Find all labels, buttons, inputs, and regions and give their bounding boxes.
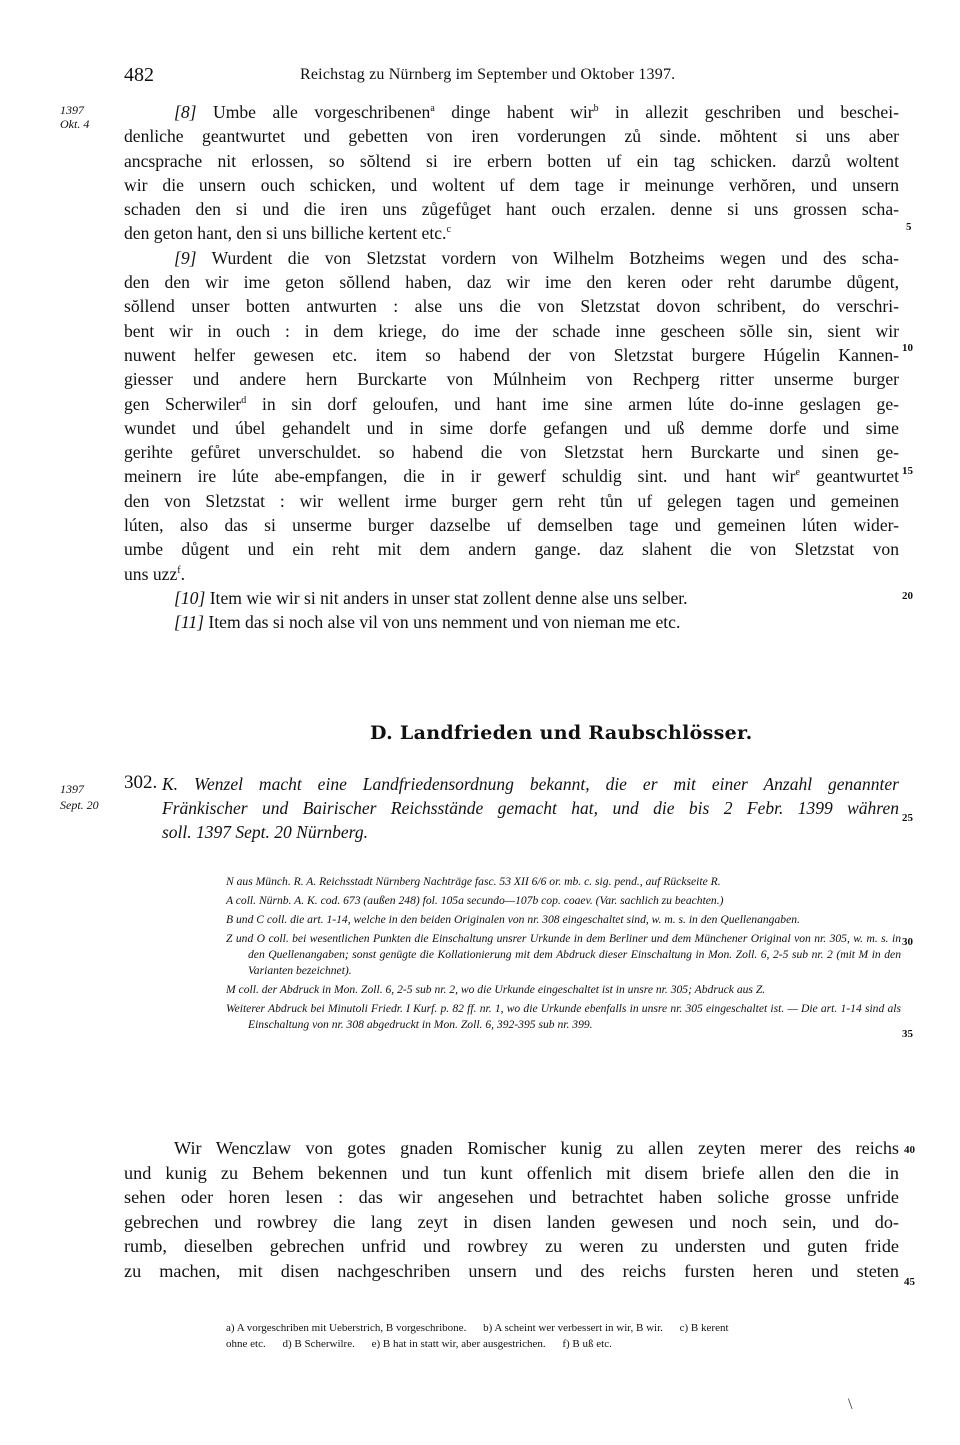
text-line: wundet und úbel gehandelt und in sime dorfe gefangen und uß demme dorfe und sime: [124, 417, 899, 438]
regest-summary: [162, 772, 899, 844]
text-line: sŏllend unser botten antwurten : alse uns die von Sletzstat dovon schribent, do verschri-: [124, 296, 899, 317]
regest-line: K. Wenzel macht eine Landfriedensordnung bekannt, die er mit einer Anzahl genannter: [162, 774, 899, 794]
source-entry: N aus Münch. R. A. Reichsstadt Nürnberg Nachträge fasc. 53 XII 6/6 or. mb. c. sig. pend., auf Rückseite R.: [226, 875, 721, 888]
page-number: 482: [124, 64, 154, 86]
text-line: denliche geantwurtet und gebetten von iren vorderungen zů sinde. mŏhtent si uns aber: [124, 126, 899, 147]
text-line: [10] Item wie wir si nit anders in unser stat zollent denne alse uns selber.: [174, 587, 688, 608]
document-number: 302.: [124, 772, 158, 793]
stray-pen-mark: \: [848, 1396, 853, 1413]
page-header: [124, 64, 904, 88]
line-number: 45: [904, 1276, 915, 1288]
text-line: gerihte gefůret unverschuldet. so habend die von Sletzstat hern Burckarte und sinen ge-: [124, 442, 899, 463]
text-line: uns uzz$^f$.: [124, 563, 186, 584]
paragraph-number: [8]: [174, 102, 197, 122]
text-line: [11] Item das si noch alse vil von uns nemment und von nieman me etc.: [174, 612, 681, 633]
line-number: 20: [902, 590, 913, 602]
source-entry: B und C coll. die art. 1-14, welche in den beiden Originalen von nr. 308 eingeschaltet sind, w. m. s. in den Quellenangaben.: [226, 913, 800, 927]
text-line: [8] Umbe alle vorgeschribenen$^a$ dinge habent wir$^b$ in allezit geschriben und beschei-: [174, 102, 899, 122]
text-line: bent wir in ouch : in dem kriege, do ime der schade inne gescheen sŏlle sin, sient wir: [124, 320, 899, 341]
text-line: gen Scherwiler$^d$ in sin dorf geloufen, und hant ime sine armen lúte do-inne geslagen ge-: [124, 393, 900, 414]
source-entry: Z und O coll. bei wesentlichen Punkten die Einschaltung unsrer Urkunde in dem Berliner und dem Münchener Original von nr. 305, w. m. s. in den Quellenangaben; sonst genügte die Kollationierung mit dem Abdruck dieser Einschaltung in Mon. Zoll. 6, 2-5 sub nr. 2 (mit M in den Varianten bezeichnet).: [226, 932, 901, 977]
text-line: den den wir ime geton sŏllend haben, daz wir ime den keren oder reht darumbe důgent,: [124, 272, 899, 293]
footnote: c) B kerent: [679, 1322, 729, 1334]
text-line: meinern ire lúte abe-empfangen, die in ir gewerf schuldig sint. und hant wir$^e$ geantwurtet: [124, 466, 899, 487]
text-line: umbe důgent und ein reht mit dem andern gange. daz slahent die von Sletzstat von: [124, 539, 899, 560]
footnote: e) B hat in statt wir, aber ausgestrichen.: [371, 1338, 546, 1350]
text-line: wir die unsern ouch schicken, und woltent uf dem tage ir meinunge verhŏren, und unsern: [124, 174, 899, 195]
text-line: [9] Wurdent die von Sletzstat vordern von Wilhelm Botzheims wegen und des scha-: [174, 247, 899, 268]
line-number: 30: [902, 936, 913, 948]
paragraph-number: [11]: [174, 612, 204, 633]
body-text-continuation: [124, 100, 899, 635]
footnote: b) A scheint wer verbessert in wir, B wir.: [483, 1322, 663, 1334]
regest-line: Fränkischer und Bairischer Reichsstände gemacht hat, und die bis 2 Febr. 1399 währen: [162, 798, 899, 818]
footnote: ohne etc.: [226, 1338, 266, 1350]
running-title: Reichstag zu Nürnberg im September und Oktober 1397.: [300, 66, 676, 83]
footnote-ref: b: [593, 103, 599, 114]
regest-line: soll. 1397 Sept. 20 Nürnberg.: [162, 822, 368, 842]
footnote-ref: f: [177, 564, 181, 576]
text-line: gebrechen und rowbrey die lang zeyt in disen landen gewesen und noch sein, und do-: [124, 1211, 899, 1232]
margin-date-day: Sept. 20: [60, 798, 99, 812]
text-line: ancsprache nit erlossen, so sŏltend si ire erbern botten uf ein tag schicken. darzů woltent: [124, 150, 899, 171]
source-notes: [226, 874, 901, 1036]
text-line: und kunig zu Behem bekennen und tun kunt offenlich mit disem briefe allen den die in: [124, 1162, 899, 1183]
text-line: nuwent helfer gewesen etc. item so habend der von Sletzstat burgere Húgelin Kannen-: [124, 344, 899, 365]
footnote-ref: d: [241, 394, 247, 406]
footnote: a) A vorgeschriben mit Ueberstrich, B vorgeschribone.: [226, 1322, 467, 1334]
source-entry: A coll. Nürnb. A. K. cod. 673 (außen 248) fol. 105a secundo—107b cop. coaev. (Var. sachlich zu beachten.): [226, 894, 724, 908]
text-line: zu machen, mit disen nachgeschriben unsern und des reichs fursten heren und steten: [124, 1260, 899, 1281]
footnote-ref: e: [795, 467, 800, 479]
paragraph-number: [10]: [174, 587, 206, 608]
line-number: 5: [906, 221, 912, 233]
line-number: 40: [904, 1144, 915, 1156]
margin-date-day: Okt. 4: [60, 117, 90, 131]
text-line: schaden den si und die iren uns zůgefůget hant ouch erzalen. denne si uns grossen scha-: [124, 199, 899, 220]
footnote-line: [226, 1336, 901, 1352]
margin-date-year: 1397: [60, 103, 84, 117]
text-line: sehen oder horen lesen : das wir angesehen und betrachtet haben soliche grosse unfride: [124, 1187, 899, 1207]
footnote-ref: c: [446, 224, 451, 236]
text-line: den von Sletzstat : wir wellent irme burger gern reht tůn uf gelegen tagen und gemeinen: [124, 490, 899, 511]
footnotes: [226, 1320, 901, 1352]
section-heading: D. Landfrieden und Raubschlösser.: [370, 722, 753, 744]
line-number: 25: [902, 812, 913, 824]
line-number: 10: [902, 342, 913, 354]
footnote: f) B uß etc.: [562, 1338, 612, 1350]
footnote-ref: a: [430, 103, 435, 114]
text-line: Wir Wenczlaw von gotes gnaden Romischer kunig zu allen zeyten merer des reichs: [174, 1138, 899, 1158]
charter-text: [124, 1136, 899, 1283]
text-line: den geton hant, den si uns billiche kertent etc.$^c$: [124, 223, 451, 244]
source-entry: Weiterer Abdruck bei Minutoli Friedr. I Kurf. p. 82 ff. nr. 1, wo die Urkunde ebenfalls in unsre nr. 305 eingeschaltet ist. — Die art. 1-14 sind als Einschaltung von nr. 308 abgedruckt in Mon. Zoll. 6, 392-395 sub nr. 399.: [226, 1002, 901, 1031]
footnote: d) B Scherwilre.: [282, 1338, 355, 1350]
paragraph-number: [9]: [174, 247, 197, 268]
line-number: 15: [902, 465, 913, 477]
text-line: lúten, also das si unserme burger dazselbe uf demselben tage und gemeinen lúten wider-: [124, 515, 899, 536]
line-number: 35: [902, 1028, 913, 1040]
source-entry: M coll. der Abdruck in Mon. Zoll. 6, 2-5 sub nr. 2, wo die Urkunde eingeschaltet ist in unsre nr. 305; Abdruck aus Z.: [226, 982, 766, 996]
text-line: rumb, dieselben gebrechen unfrid und rowbrey zu weren zu understen und guten fride: [124, 1236, 899, 1256]
footnote-line: [226, 1320, 901, 1336]
text-line: giesser und andere hern Burckarte von Múlnheim von Rechperg ritter unserme burger: [124, 369, 899, 390]
margin-date-year: 1397: [60, 782, 84, 796]
